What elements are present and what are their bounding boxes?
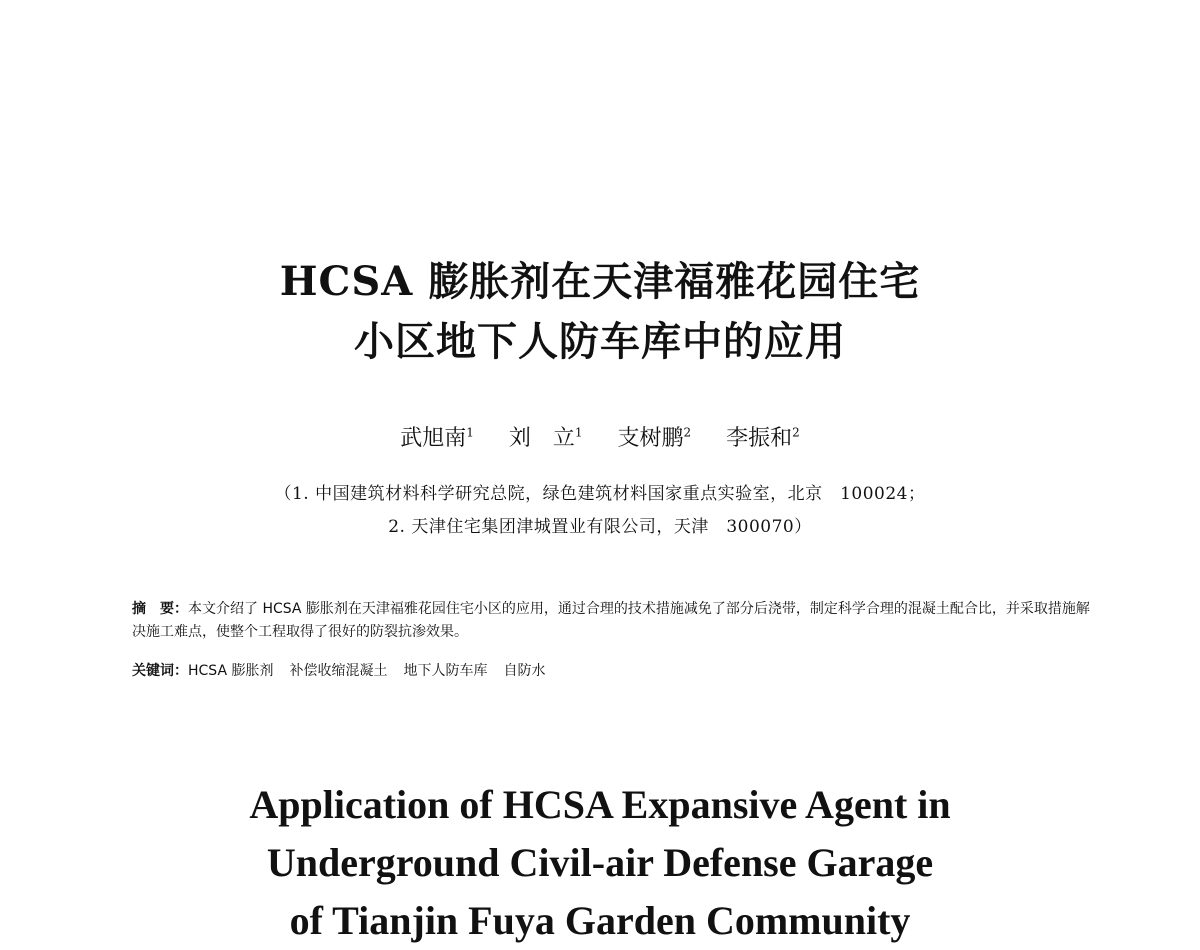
author-affiliation-mark: 1	[466, 426, 474, 440]
author-affiliation-mark: 1	[574, 426, 583, 440]
author-affiliation-mark: 2	[792, 426, 800, 440]
chinese-title-line-1: HCSA 膨胀剂在天津福雅花园住宅	[279, 258, 921, 305]
keywords-label: 关键词：	[132, 663, 188, 679]
english-title-line-2: Underground Civil-air Defense Garage	[266, 840, 934, 885]
abstract-label: 摘 要：	[132, 601, 188, 617]
chinese-title	[0, 252, 1200, 372]
english-title	[0, 776, 1200, 950]
author	[618, 426, 692, 451]
affiliation-line-1: （1. 中国建筑材料科学研究总院，绿色建筑材料国家重点实验室，北京 100024；	[274, 484, 926, 504]
abstract	[132, 598, 1092, 644]
english-title-line-3: of Tianjin Fuya Garden Community	[289, 898, 911, 943]
author-name: 刘 立	[508, 426, 575, 452]
author-name: 武旭南	[400, 426, 467, 452]
author	[726, 426, 800, 451]
keyword: HCSA 膨胀剂	[188, 663, 274, 679]
keyword: 补偿收缩混凝土	[289, 663, 388, 679]
author	[509, 426, 583, 451]
chinese-title-line-2: 小区地下人防车库中的应用	[354, 318, 846, 365]
english-title-line-1: Application of HCSA Expansive Agent in	[249, 782, 951, 827]
affiliation-line-2: 2. 天津住宅集团津城置业有限公司，天津 300070）	[388, 517, 812, 537]
keywords	[132, 660, 1092, 683]
author-name: 李振和	[726, 426, 793, 452]
author-affiliation-mark: 2	[683, 426, 692, 440]
keyword: 自防水	[503, 663, 546, 679]
affiliations	[0, 478, 1200, 544]
author-list	[0, 418, 1200, 454]
author-name: 支树鹏	[617, 426, 684, 452]
abstract-text: 本文介绍了 HCSA 膨胀剂在天津福雅花园住宅小区的应用，通过合理的技术措施减免了部分后浇带，制定科学合理的混凝土配合比，并采取措施解决施工难点，使整个工程取得了很好的防裂抗渗效果。	[132, 601, 1090, 640]
keyword: 地下人防车库	[403, 663, 488, 679]
author	[400, 426, 474, 451]
